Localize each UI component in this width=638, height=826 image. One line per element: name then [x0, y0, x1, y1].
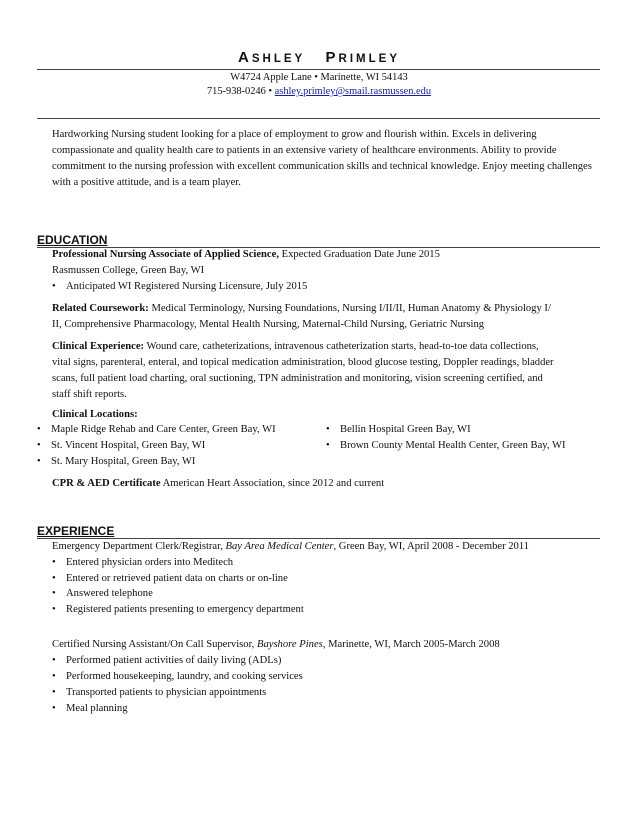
- candidate-name: ASHLEY PRIMLEY: [238, 49, 400, 66]
- phone: 715-938-0246 •: [206, 86, 275, 97]
- list-item: • St. Vincent Hospital, Green Bay, WI: [37, 440, 206, 451]
- clinical-line-2: vital signs, parenteral, enteral, and topical medication administration, blood glucose testing, Doppler readings, bladder: [52, 357, 554, 368]
- contact-line: [0, 86, 638, 97]
- list-item: • Maple Ridge Rehab and Care Center, Green Bay, WI: [37, 424, 276, 435]
- locations-label: Clinical Locations:: [52, 409, 138, 420]
- education-heading: EDUCATION: [37, 233, 108, 247]
- list-item: • Entered or retrieved patient data on charts or on-line: [52, 573, 288, 584]
- cpr-line: CPR & AED Certificate American Heart Association, since 2012 and current: [52, 478, 385, 489]
- coursework-line-2: II, Comprehensive Pharmacology, Mental Health Nursing, Maternal-Child Nursing, Geriatric Nursing: [52, 319, 485, 330]
- summary-text: Hardworking Nursing student looking for a place of employment to grow and flourish within. Excels in delivering compassionate and quality health care to patients in an extensive variety of healthcare environments. Ability to provide commitment to the nursing profession with excellent communication skills and technical knowledge. Enjoy meeting challenges with a positive attitude, and is a team player.: [52, 129, 592, 188]
- list-item: • Meal planning: [52, 703, 128, 714]
- coursework-line-1: Related Coursework: Medical Terminology, Nursing Foundations, Nursing I/II/II, Human Anatomy & Physiology I/: [52, 303, 551, 314]
- list-item: • St. Mary Hospital, Green Bay, WI: [37, 456, 196, 467]
- list-item: • Answered telephone: [52, 588, 153, 599]
- list-item: • Anticipated WI Registered Nursing Licensure, July 2015: [52, 281, 308, 292]
- list-item: • Performed housekeeping, laundry, and cooking services: [52, 671, 303, 682]
- experience-heading: EXPERIENCE: [37, 524, 115, 538]
- list-item: • Bellin Hospital Green Bay, WI: [326, 424, 471, 435]
- list-item: • Brown County Mental Health Center, Green Bay, WI: [326, 440, 566, 451]
- clinical-line-1: Clinical Experience: Wound care, catheterizations, intravenous catheterization starts, head-to-toe data collections,: [52, 341, 539, 352]
- clinical-line-3: scans, full patient load charting, oral suctioning, TPN administration and monitoring, vision screening certified, and: [52, 373, 543, 384]
- education-divider: [37, 247, 600, 248]
- list-item: • Registered patients presenting to emergency department: [52, 604, 304, 615]
- email-link[interactable]: ashley.primley@smail.rasmussen.edu: [274, 86, 432, 97]
- degree-line: Professional Nursing Associate of Applied Science, Expected Graduation Date June 2015: [52, 249, 440, 260]
- experience-divider: [37, 538, 600, 539]
- school-line: Rasmussen College, Green Bay, WI: [52, 265, 205, 276]
- clinical-line-4: staff shift reports.: [52, 389, 127, 400]
- job-1-title: Emergency Department Clerk/Registrar, Bay Area Medical Center, Green Bay, WI, April 2008 - December 2011: [52, 541, 530, 552]
- header-divider: [37, 69, 600, 70]
- list-item: • Entered physician orders into Meditech: [52, 557, 234, 568]
- list-item: • Performed patient activities of daily living (ADLs): [52, 655, 282, 666]
- address: W4724 Apple Lane • Marinette, WI 54143: [230, 72, 408, 83]
- list-item: • Transported patients to physician appointments: [52, 687, 267, 698]
- summary-divider: [37, 118, 600, 119]
- job-2-title: Certified Nursing Assistant/On Call Supervisor, Bayshore Pines, Marinette, WI, March 2005-March 2008: [52, 639, 500, 650]
